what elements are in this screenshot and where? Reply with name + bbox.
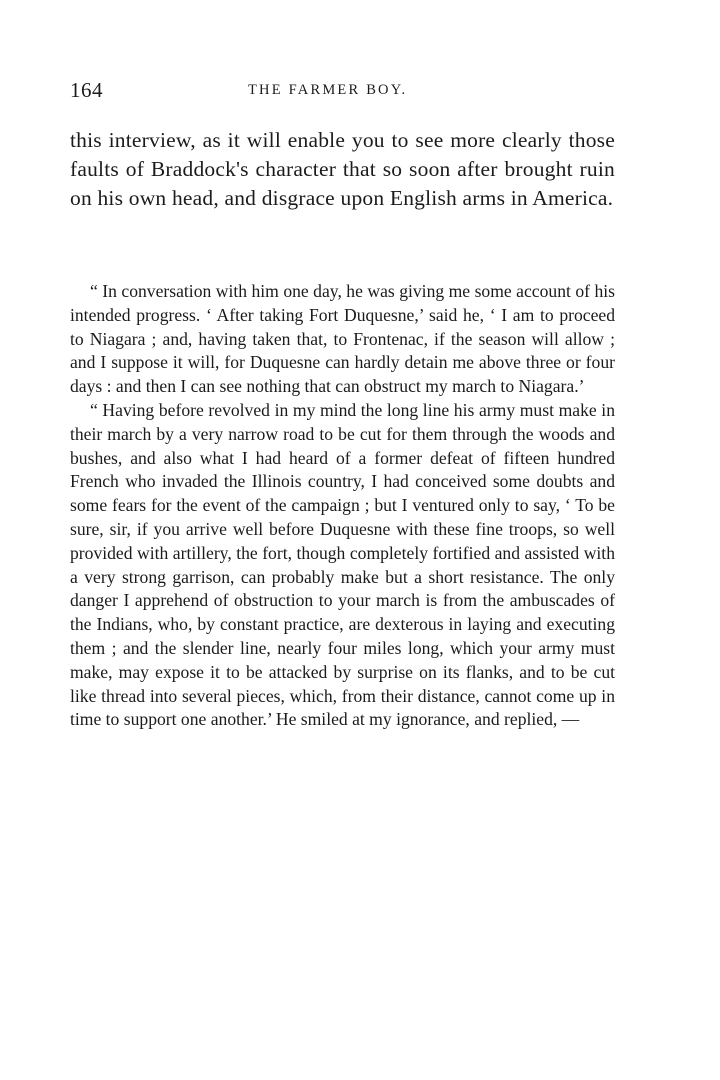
running-title: THE FARMER BOY. <box>248 82 408 98</box>
intro-paragraph: this interview, as it will enable you to see more clearly those faults of Braddock's character that so soon after brought ruin on his own head, and disgrace upon English arms in America. <box>70 128 615 210</box>
page-number: 164 <box>70 78 103 102</box>
quoted-passage <box>70 280 615 732</box>
running-head <box>70 78 615 102</box>
quote-paragraph-2: “ Having before revolved in my mind the long line his army must make in their march by a very narrow road to be cut for them through the woods and bushes, and also what I had heard of a former defeat of fifteen hundred French who invaded the Illinois country, I had conceived some doubts and some fears for the event of the campaign ; but I ventured only to say, ‘ To be sure, sir, if you arrive well before Duquesne with these fine troops, so well provided with artillery, the fort, though completely fortified and assisted with a very strong garrison, can probably make but a short resistance. The only danger I apprehend of obstruction to your march is from the ambuscades of the Indians, who, by constant practice, are dexterous in laying and executing them ; and the slender line, nearly four miles long, which your army must make, may expose it to be attacked by surprise on its flanks, and to be cut like thread into several pieces, which, from their distance, cannot come up in time to support one another.’ He smiled at my ignorance, and replied, — <box>70 399 615 730</box>
quote-paragraph-1: “ In conversation with him one day, he was giving me some account of his intended progress. ‘ After taking Fort Duquesne,’ said he, ‘ I am to proceed to Niagara ; and, having taken that, to Frontenac, if the season will allow ; and I suppose it will, for Duquesne can hardly detain me above three or four days : and then I can see nothing that can obstruct my march to Niagara.’ <box>70 281 615 397</box>
